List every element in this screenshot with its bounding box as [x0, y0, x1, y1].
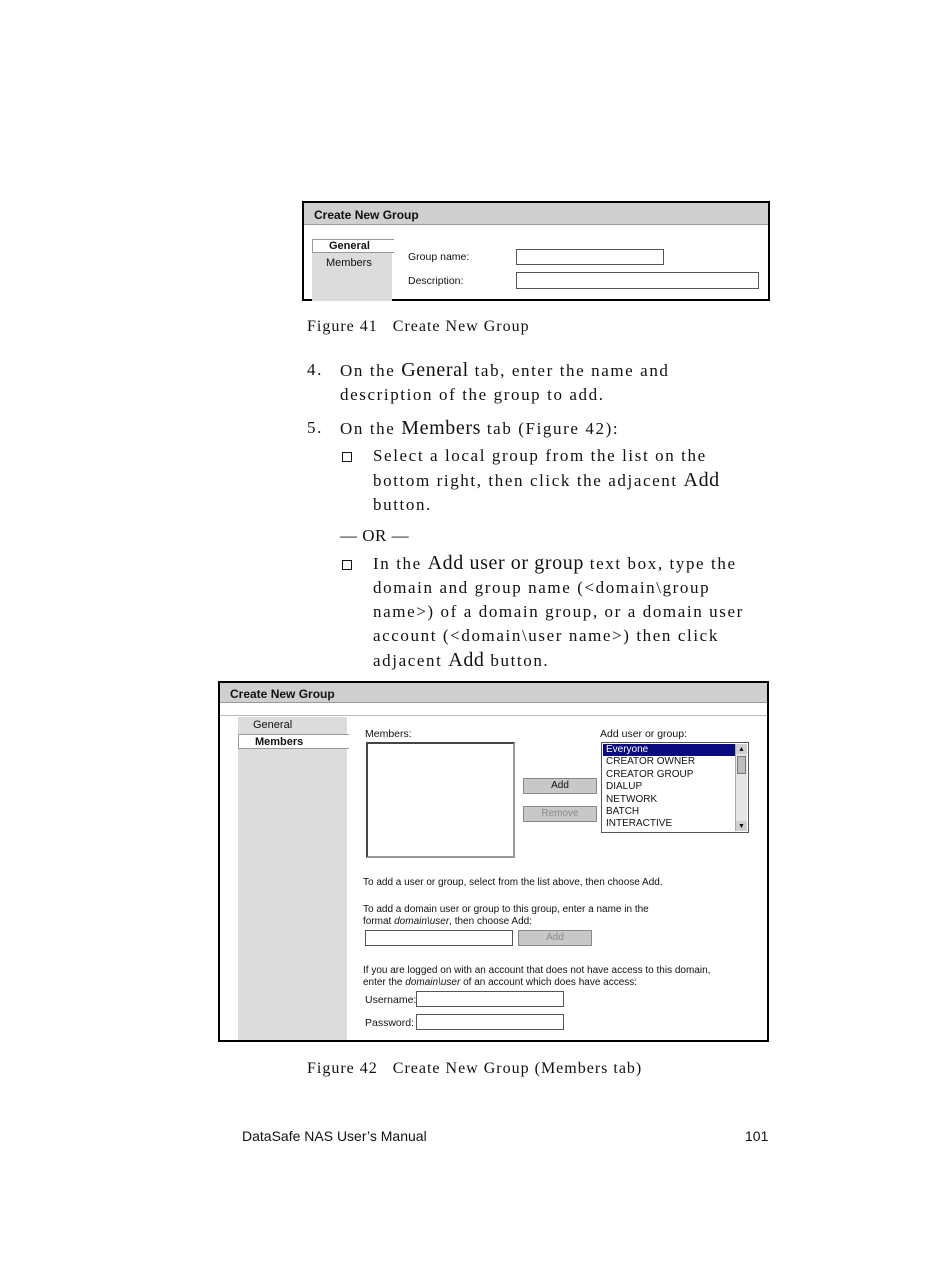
text-line: account (<domain\user name>) then click — [373, 626, 719, 645]
password-input[interactable] — [416, 1014, 564, 1030]
text-line: domain and group name (<domain\group — [373, 578, 711, 597]
tab-general[interactable]: General — [312, 239, 394, 253]
figure-41-caption: Figure 41 Create New Group — [307, 318, 530, 335]
password-label: Password: — [365, 1017, 415, 1029]
tab-members[interactable]: Members — [326, 257, 372, 269]
description-label: Description: — [408, 275, 464, 287]
ui-term-add: Add — [683, 469, 720, 491]
footer-manual-title: DataSafe NAS User’s Manual — [242, 1128, 427, 1144]
note-domain-user — [363, 904, 649, 928]
scroll-up-icon[interactable]: ▲ — [736, 744, 747, 754]
tab-column — [238, 717, 347, 1040]
dialog-title: Create New Group — [304, 203, 768, 225]
footer-page-number: 101 — [745, 1128, 769, 1144]
text-line: bottom right, then click the adjacent — [373, 471, 684, 490]
add-button[interactable]: Add — [523, 778, 597, 794]
note-select-from-list: To add a user or group, select from the list above, then choose Add. — [363, 877, 663, 888]
listbox-item[interactable]: BATCH — [606, 806, 640, 818]
listbox-item[interactable]: CREATOR OWNER — [606, 756, 696, 768]
note-emphasis: domain\user — [405, 977, 461, 988]
step-4 — [307, 358, 747, 407]
bullet-marker — [342, 452, 352, 462]
listbox-scrollbar[interactable] — [735, 744, 747, 831]
step-text: On the — [340, 419, 402, 438]
listbox-item[interactable]: INTERACTIVE — [606, 818, 673, 830]
user-group-listbox[interactable] — [601, 742, 749, 833]
listbox-items — [603, 744, 735, 831]
username-label: Username: — [365, 994, 417, 1006]
listbox-item[interactable]: CREATOR GROUP — [606, 768, 694, 780]
note-line: format — [363, 916, 395, 927]
group-name-label: Group name: — [408, 251, 470, 263]
listbox-item[interactable]: NETWORK — [606, 793, 658, 805]
bullet-1-text — [373, 444, 773, 517]
description-input[interactable] — [516, 272, 759, 289]
text-line: button. — [484, 651, 550, 670]
ui-term-general: General — [401, 359, 469, 381]
scroll-down-icon[interactable]: ▼ — [736, 821, 747, 831]
text-line: adjacent — [373, 651, 449, 670]
listbox-item[interactable]: DIALUP — [606, 781, 643, 793]
or-separator: — OR — — [340, 526, 410, 545]
group-name-input[interactable] — [516, 249, 664, 265]
ui-term-add-user-or-group: Add user or group — [427, 552, 584, 574]
bullet-2-text — [373, 551, 793, 673]
remove-button[interactable]: Remove — [523, 806, 597, 822]
step-5 — [307, 416, 747, 441]
note-emphasis: domain\user — [394, 916, 450, 927]
text-line: Select a local group from the list on the — [373, 446, 707, 465]
add-user-or-group-label: Add user or group: — [600, 728, 687, 740]
members-list[interactable] — [366, 742, 515, 858]
figure-42-caption: Figure 42 Create New Group (Members tab) — [307, 1060, 643, 1077]
step-text: description of the group to add. — [340, 385, 605, 404]
domain-user-input[interactable] — [365, 930, 513, 946]
note-line: If you are logged on with an account that does not have access to this domain, — [363, 965, 711, 976]
note-line: enter the — [363, 977, 406, 988]
note-line: of an account which does have access: — [460, 977, 638, 988]
scroll-thumb[interactable] — [737, 756, 746, 774]
text-line: name>) of a domain group, or a domain user — [373, 602, 744, 621]
text-line: In the — [373, 554, 428, 573]
members-label: Members: — [365, 728, 412, 740]
text-line: button. — [373, 495, 432, 514]
step-number: 4. — [307, 360, 323, 379]
username-input[interactable] — [416, 991, 564, 1007]
note-line: , then choose Add: — [449, 916, 532, 927]
add-domain-button[interactable]: Add — [518, 930, 592, 946]
tab-general[interactable]: General — [253, 719, 293, 731]
text-line: text box, type the — [583, 554, 737, 573]
note-credentials — [363, 965, 710, 989]
step-text: tab (Figure 42): — [481, 419, 620, 438]
dialog-title: Create New Group — [220, 683, 767, 703]
step-number: 5. — [307, 418, 323, 437]
step-text: tab, enter the name and — [468, 361, 670, 380]
listbox-item[interactable]: Everyone — [603, 744, 735, 756]
ui-term-add: Add — [448, 649, 485, 671]
tab-members[interactable]: Members — [238, 734, 349, 749]
bullet-marker — [342, 560, 352, 570]
step-text: On the — [340, 361, 402, 380]
header-rule — [220, 715, 767, 716]
note-line: To add a domain user or group to this group, enter a name in the — [363, 904, 649, 915]
ui-term-members: Members — [401, 417, 481, 439]
figure-42-screenshot — [218, 681, 769, 1042]
figure-41-screenshot — [302, 201, 770, 301]
